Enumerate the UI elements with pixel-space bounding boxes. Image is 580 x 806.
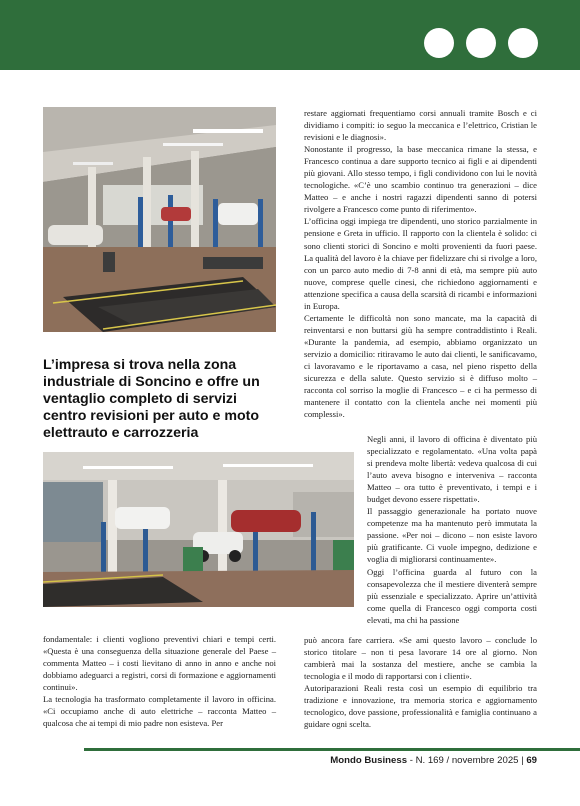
body-left-column <box>43 633 276 729</box>
body-right-column-bottom <box>304 634 537 730</box>
paragraph: Autoriparazioni Reali resta così un esempio di equilibrio tra tradizione e innovazione, tra memoria storica e aggiornamento tecnologico, dove passione, professionalità e famiglia continuano a guidare ogni scelta. <box>304 683 537 730</box>
paragraph: La tecnologia ha trasformato completamente il lavoro in officina. «Ci occupiamo anche di auto elettriche – racconta Matteo – qualcosa che ai tempi di mio padre non esisteva. Per <box>43 694 276 729</box>
paragraph: L’officina oggi impiega tre dipendenti, uno storico parzialmente in pensione e Greta in ufficio. Il rapporto con la clientela è solido: ci sono clienti storici di Soncino e molti provenienti da fuori paese. La qualità del lavoro è la chiave per fidelizzare chi si rivolge a loro, con un parco auto medio di 7-8 anni di età, ma sempre più auto nuove, comprese quelle cinesi, che richiedono aggiornamenti e attenzione specifica a causa della scarsità di ricambi e informazioni in Europa. <box>304 216 537 311</box>
workshop-photo-2 <box>43 452 354 607</box>
paragraph: Certamente le difficoltà non sono mancate, ma la capacità di reinventarsi e non buttarsi giù ha sempre contraddistinto i Reali. «Durante la pandemia, ad esempio, abbiamo organizzato un servizio a domicilio: ritiravamo le auto dai clienti, le sanificavamo, ci lavoravamo e le riportavamo a casa, nel pieno rispetto della sicurezza e della salute. Questo servizio si è diffuso molto – racconta col sorriso la moglie di Francesco – e ci ha permesso di mantenere il contatto con la clientela anche nei momenti più complessi». <box>304 312 537 420</box>
body-right-column-mid <box>367 433 537 626</box>
paragraph: Il passaggio generazionale ha portato nuove competenze ma ha mantenuto però immutata la passione. «Per noi – dicono – non esiste lavoro più gratificante. Ci vuole impegno, dedizione e voglia di migliorarsi continuamente». <box>367 506 537 565</box>
paragraph: fondamentale: i clienti vogliono preventivi chiari e tempi certi. «Questa è una conseguenza della situazione generale del Paese – commenta Matteo – i costi lievitano di anno in anno e anche noi dobbiamo adeguarci a registri, corsi di formazione e aggiornamenti continui». <box>43 634 276 693</box>
footer-rule <box>84 748 580 751</box>
header-band <box>0 0 580 70</box>
decorative-dot-2 <box>466 28 496 58</box>
paragraph: Oggi l’officina guarda al futuro con la consapevolezza che il mestiere diventerà sempre più essenziale e specializzato. Aprire un’attività come quella di Francesco oggi comporta costi elevati, ma chi ha passione <box>367 566 537 625</box>
page-footer <box>330 755 537 766</box>
photo-caption: L’impresa si trova nella zona industriale di Soncino e offre un ventaglio completo di servizi centro revisioni per auto e moto elettrauto e carrozzeria <box>43 357 260 441</box>
issue-info: - N. 169 / novembre 2025 | <box>407 755 527 766</box>
body-right-column-top <box>304 107 537 420</box>
decorative-dot-3 <box>508 28 538 58</box>
magazine-name: Mondo Business <box>330 755 408 766</box>
page-number: 69 <box>526 755 537 766</box>
workshop-photo-1 <box>43 107 276 332</box>
paragraph: può ancora fare carriera. «Se ami questo lavoro – conclude lo storico titolare – non ti pesa lavorare 14 ore al giorno. Non cambierà mai la sostanza del mestiere, anche se cambia la tecnologia e il modo di rapportarsi con i clienti». <box>304 635 537 682</box>
paragraph: restare aggiornati frequentiamo corsi annuali tramite Bosch e ci dividiamo i compiti: io seguo la meccanica e l’elettrico, Cristian le revisioni e le diagnosi». <box>304 108 537 143</box>
decorative-dot-1 <box>424 28 454 58</box>
paragraph: Nonostante il progresso, la base meccanica rimane la stessa, e Francesco continua a dare supporto tecnico ai figli e ai dipendenti più giovani. Allo stesso tempo, i figli condividono con lui le novità tecnologiche. «C’è uno scambio continuo tra generazioni – dice Matteo – e anche i nostri ragazzi dipendenti sanno di potersi rivolgere a Francesco come punto di riferimento». <box>304 144 537 215</box>
paragraph: Negli anni, il lavoro di officina è diventato più specializzato e regolamentato. «Una volta papà si prendeva molte libertà: vedeva qualcosa di cui l’auto aveva bisogno e interveniva – racconta Matteo – ora tutto è preventivato, i tempi e i budget devono essere rispettati». <box>367 434 537 505</box>
